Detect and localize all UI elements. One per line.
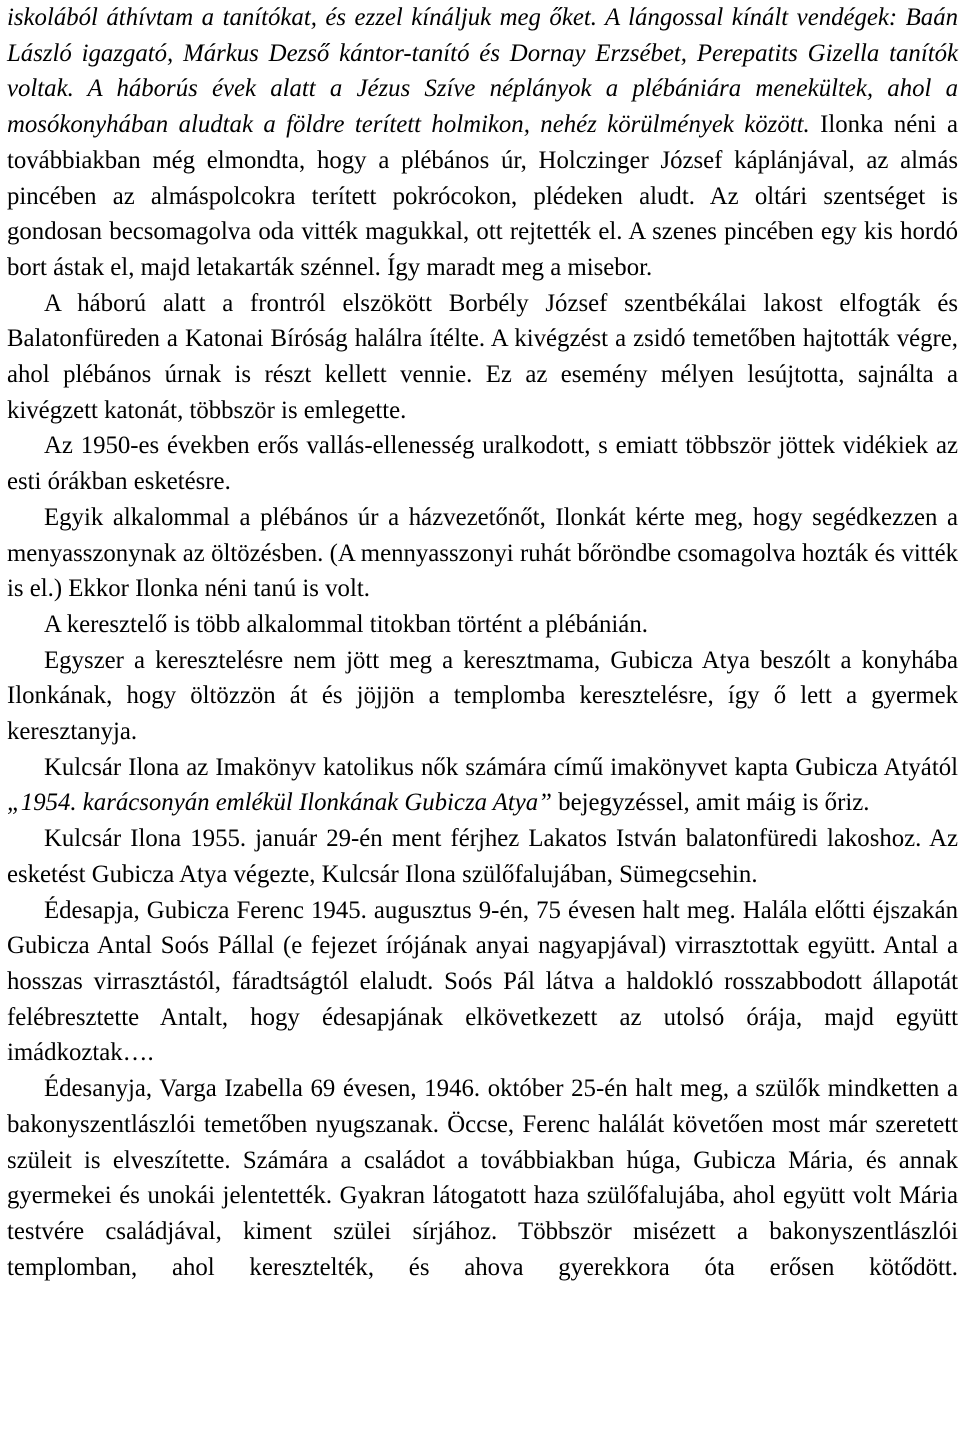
paragraph-9 <box>7 893 958 1072</box>
paragraph-2 <box>7 286 958 429</box>
paragraph-5 <box>7 607 958 643</box>
paragraph-3-text: Az 1950-es években erős vallás-ellenesség uralkodott, s emiatt többször jöttek vidékiek az esti órákban esketésre. <box>7 432 958 496</box>
paragraph-4-text: Egyik alkalommal a plébános úr a házvezetőnőt, Ilonkát kérte meg, hogy segédkezzen a menyasszonynak az öltözésben. (A mennyasszonyi ruhát bőröndbe csomagolva hozták és vitték is el.) Ekkor Ilonka néni tanú is volt. <box>7 503 958 603</box>
paragraph-10-text: Édesanyja, Varga Izabella 69 évesen, 1946. október 25-én halt meg, a szülők mindketten a bakonyszentlászlói temetőben nyugszanak. Öccse, Ferenc halálát követően most már szeretett szüleit is elveszítette. Számára a családot a továbbiakban húga, Gubicza Mária, és annak gyermekei és unokái jelentették. Gyakran látogatott haza szülőfalujába, ahol együtt volt Mária testvére családjával, kiment szülei sírjához. Többször misézett a bakonyszentlászlói templomban, ahol keresztelték, és ahova gyerekkora óta erősen kötődött. <box>7 1075 958 1281</box>
paragraph-7-text-end: bejegyzéssel, amit máig is őriz. <box>551 789 870 817</box>
paragraph-10 <box>7 1071 958 1285</box>
paragraph-7 <box>7 750 958 821</box>
paragraph-7-italic-dedication: „1954. karácsonyán emlékül Ilonkának Gubicza Atya” <box>7 789 552 817</box>
document-page <box>7 0 958 1285</box>
paragraph-1-italic-quote: iskolából áthívtam a tanítókat, és ezzel kínáljuk meg őket. A lángossal kínált vendégek: Baán László igazgató, Márkus Dezső kántor-tanító és Dornay Erzsébet, Perepatits Gizella tanítók voltak. A háborús évek alatt a Jézus Szíve néplányok a plébániára menekültek, ahol a mosókonyhában aludtak a földre terített holmikon, nehéz körülmények között. <box>7 4 958 139</box>
paragraph-6-text: Egyszer a keresztelésre nem jött meg a keresztmama, Gubicza Atya beszólt a konyhába Ilonkának, hogy öltözzön át és jöjjön a templomba keresztelésre, így ő lett a gyermek keresztanyja. <box>7 646 958 746</box>
paragraph-9-text: Édesapja, Gubicza Ferenc 1945. augusztus 9-én, 75 évesen halt meg. Halála előtti éjszakán Gubicza Antal Soós Pállal (e fejezet írójának anyai nagyapjával) virrasztottak együtt. Antal a hosszas virrasztástól, fáradtságtól elaludt. Soós Pál látva a haldokló rosszabbodott állapotát felébresztette Antalt, hogy édesapjának elkövetkezett az utolsó órája, majd együtt imádkoztak…. <box>7 896 958 1067</box>
paragraph-1-text: Ilonka néni a továbbiakban még elmondta, hogy a plébános úr, Holczinger József káplánjával, az almás pincében az almáspolcokra terített pokrócokon, plédeken aludt. Az oltári szentséget is gondosan becsomagolva oda vitték magukkal, ott rejtették el. A szenes pincében egy kis hordó bort ástak el, majd letakarták szénnel. Így maradt meg a misebor. <box>7 111 958 281</box>
paragraph-4 <box>7 500 958 607</box>
paragraph-2-text: A háború alatt a frontról elszökött Borbély József szentbékálai lakost elfogták és Balatonfüreden a Katonai Bíróság halálra ítélte. A kivégzést a zsidó temetőben hajtották végre, ahol plébános úrnak is részt kellett vennie. Ez az esemény mélyen lesújtotta, sajnálta a kivégzett katonát, többször is emlegette. <box>7 289 958 424</box>
paragraph-7-text-start: Kulcsár Ilona az Imakönyv katolikus nők számára című imakönyvet kapta Gubicza Atyától <box>44 753 958 781</box>
paragraph-5-text: A keresztelő is több alkalommal titokban történt a plébánián. <box>44 610 648 638</box>
paragraph-6 <box>7 643 958 750</box>
paragraph-3 <box>7 428 958 499</box>
paragraph-8 <box>7 821 958 892</box>
paragraph-8-text: Kulcsár Ilona 1955. január 29-én ment férjhez Lakatos István balatonfüredi lakoshoz. Az esketést Gubicza Atya végezte, Kulcsár Ilona szülőfalujában, Sümegcsehin. <box>7 825 958 888</box>
paragraph-1 <box>7 0 958 286</box>
